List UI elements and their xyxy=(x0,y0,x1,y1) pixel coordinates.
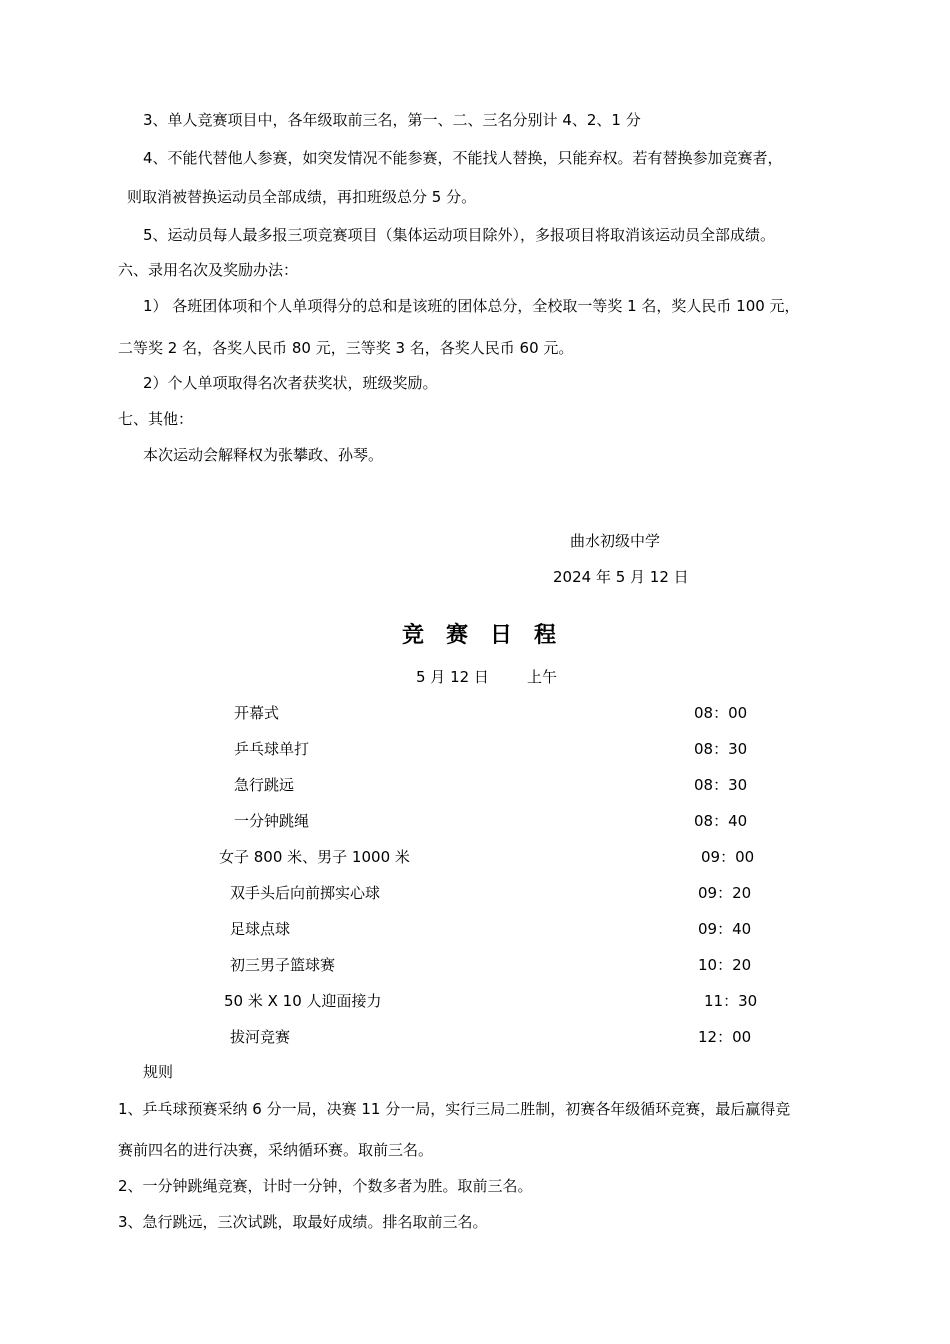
event-time: 08：30 xyxy=(694,776,748,794)
section7-heading: 七、其他： xyxy=(118,410,194,428)
long-jump-rule: 3、急行跳远，三次试跳，取最好成绩。排名取前三名。 xyxy=(118,1213,488,1231)
signature-date: 2024 年 5 月 12 日 xyxy=(553,568,689,586)
section6-heading: 六、录用名次及奖励办法： xyxy=(118,261,299,279)
event-name: 双手头后向前掷实心球 xyxy=(230,884,381,902)
event-time: 09：40 xyxy=(698,920,752,938)
rope-skipping-rule: 2、一分钟跳绳竞赛，计时一分钟，个数多者为胜。取前三名。 xyxy=(118,1177,533,1195)
event-name: 开幕式 xyxy=(234,704,280,722)
rules-heading: 规则 xyxy=(143,1063,174,1081)
event-name: 乒乓球单打 xyxy=(234,740,310,758)
event-name: 一分钟跳绳 xyxy=(234,812,310,830)
schedule-title: 竞赛日程 xyxy=(401,623,578,648)
event-name: 50 米 X 10 人迎面接力 xyxy=(224,992,382,1010)
event-time: 11：30 xyxy=(704,992,758,1010)
event-time: 10：20 xyxy=(698,956,752,974)
event-name: 初三男子篮球赛 xyxy=(230,956,336,974)
event-name: 足球点球 xyxy=(230,920,291,938)
school-name: 曲水初级中学 xyxy=(570,532,661,550)
award-rule-1-line1: 1） 各班团体项和个人单项得分的总和是该班的团体总分，全校取一等奖 1 名，奖人民币 100 元， xyxy=(143,297,800,315)
event-name: 女子 800 米、男子 1000 米 xyxy=(219,848,410,866)
table-tennis-rule-line2: 赛前四名的进行决赛，采纳循环赛。取前三名。 xyxy=(118,1141,434,1159)
substitution-rule-4-line1: 4、不能代替他人参赛，如突发情况不能参赛，不能找人替换，只能弃权。若有替换参加竞赛者， xyxy=(143,149,783,167)
event-name: 拔河竞赛 xyxy=(230,1028,291,1046)
event-time: 08：00 xyxy=(694,704,748,722)
event-name: 急行跳远 xyxy=(234,776,295,794)
interpretation-text: 本次运动会解释权为张攀政、孙琴。 xyxy=(143,446,384,464)
scoring-rule-3: 3、单人竞赛项目中，各年级取前三名，第一、二、三名分别计 4、2、1 分 xyxy=(143,111,641,129)
event-time: 09：00 xyxy=(701,848,755,866)
event-time: 12：00 xyxy=(698,1028,752,1046)
event-time: 08：40 xyxy=(694,812,748,830)
schedule-date: 5 月 12 日 xyxy=(416,668,489,686)
award-rule-2: 2）个人单项取得名次者获奖状，班级奖励。 xyxy=(143,374,438,392)
award-rule-1-line2: 二等奖 2 名，各奖人民币 80 元，三等奖 3 名，各奖人民币 60 元。 xyxy=(118,339,574,357)
event-time: 08：30 xyxy=(694,740,748,758)
schedule-period: 上午 xyxy=(527,668,558,686)
event-time: 09：20 xyxy=(698,884,752,902)
table-tennis-rule-line1: 1、乒乓球预赛采纳 6 分一局，决赛 11 分一局，实行三局二胜制，初赛各年级循环竞赛，最后赢得竞 xyxy=(118,1100,791,1118)
entry-limit-rule-5: 5、运动员每人最多报三项竞赛项目（集体运动项目除外），多报项目将取消该运动员全部成绩。 xyxy=(143,226,776,244)
substitution-rule-4-line2: 则取消被替换运动员全部成绩，再扣班级总分 5 分。 xyxy=(127,188,477,206)
